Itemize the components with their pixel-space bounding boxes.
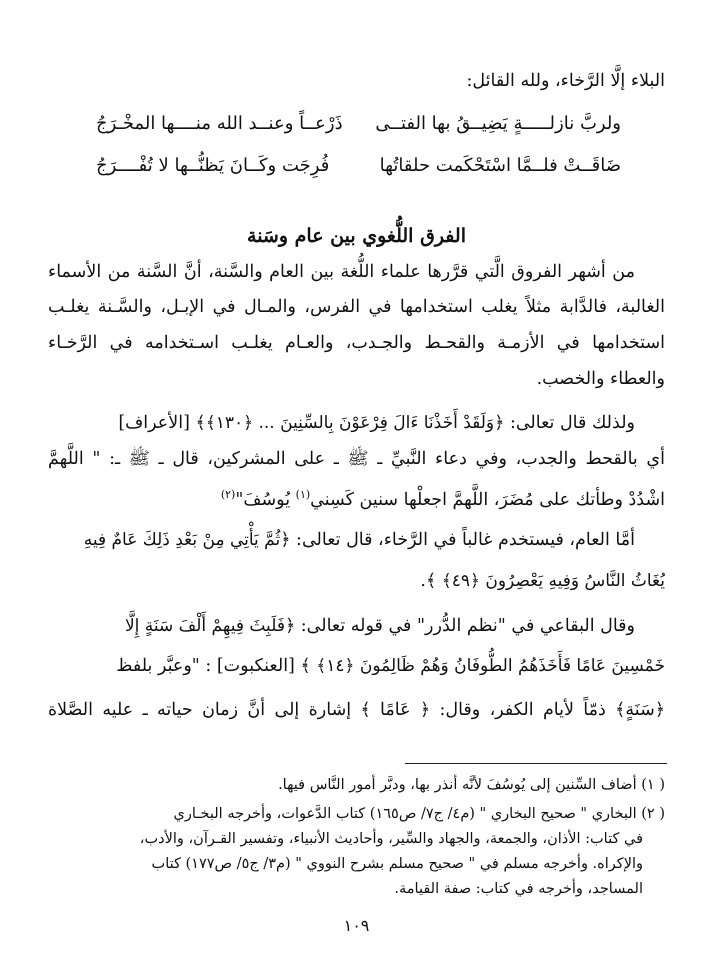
quran-verse: يُغَاثُ النَّاسُ وَفِيهِ يَعْصِرُونَ ﴿٤٩﴾ <box>441 571 665 591</box>
paragraph-line <box>48 568 665 594</box>
footnote: والإكراه. وأخرجه مسلم في " صحيح مسلم بشرح النووي " (م٣/ ج٥/ ص١٧٧) كتاب <box>151 856 643 872</box>
paragraph-line: أي بالقحط والجدب، وفي دعاء النَّبيِّ ـ ﷺ ـ على المشركين، قال ـ ﷺ ـ: " اللَّهمَّ <box>48 449 665 469</box>
section-heading: الفرق اللُّغوي بين عام وسَنة <box>247 225 466 247</box>
poem-hemistich-second: ذَرْعــاً وعنــد الله منــــها المخْـرَجُ <box>96 113 343 134</box>
text-segment: ولذلك قال تعالى: ﴿ <box>494 413 635 433</box>
quran-verse: فَلَبِثَ فِيهِمْ أَلْفَ سَنَةٍ إِلَّا <box>124 616 285 636</box>
page-number: ١٠٩ <box>343 916 370 935</box>
paragraph-line <box>48 410 635 436</box>
paragraph-line <box>48 653 665 679</box>
paragraph-line: استخدامها في الأزمـة والقحـط والجـدب، والعـام يغلـب اسـتخدامه في الرَّخـاء <box>48 333 665 353</box>
footnote: ( ١) أضاف السِّنين إلى يُوسُفَ لأنَّه أنذر بها، ودبَّر أمور النَّاس فيها. <box>278 777 665 793</box>
paragraph-line: من أشهر الفروق الَّتي قرَّرها علماء اللُّغة بين العام والسَّنة، أنَّ السَّنة من الأسماء <box>48 262 635 282</box>
paragraph-line: والعطاء والخصب. <box>536 369 665 389</box>
poem-hemistich-second: فُرِجَت وكَــانَ يَظنُّــها لا تُفْــــرَجُ <box>96 155 330 176</box>
footnote-divider <box>405 763 667 764</box>
paragraph-line <box>48 527 635 553</box>
poem-verse-2 <box>96 155 621 185</box>
text-segment: وقال البقاعي في "نظم الدُّرر" في قوله تعالى: ﴿ <box>284 616 635 636</box>
text-segment: ﴾ [الأعراف] <box>118 413 206 433</box>
quran-verse: وَلَقَدْ أَخَذْنَا ءَالَ فِرْعَوْنَ بِالسِّنِينَ ... ﴿١٣٠﴾ <box>205 413 495 433</box>
footnote-ref: (٢) <box>220 488 236 501</box>
poem-hemistich-first: ولربَّ نازلـــــةٍ يَضِيــقُ بها الفتــى <box>375 113 621 134</box>
footnote: ( ٢) البخاري " صحيح البخاري " (م٤/ ج٧/ ص١٦٥) كتاب الدَّعوات، وأخرجه البخـاري <box>173 806 665 822</box>
footnote: في كتاب: الأذان، والجمعة، والجهاد والسِّير، وأحاديث الأنبياء، وتفسير القـرآن، والأدب، <box>139 831 643 847</box>
quran-verse: خَمْسِينَ عَامًا فَأَخَذَهُمُ الطُّوفَانُ وَهُمْ ظَالِمُونَ ﴿١٤﴾ <box>316 656 665 676</box>
text-segment: يُوسُفَ" <box>235 489 296 510</box>
paragraph-line: ﴿سَنَةٍ﴾ ذمّاً لأيام الكفر، وقال: ﴿ عَامًا ﴾ إشارة إلى أنَّ زمان حياته ـ عليه الصَّلاة <box>48 700 665 720</box>
paragraph-line: الغالبة، فالدَّابة مثلاً يغلب استخدامها في الفرس، والمـال في الإبـل، والسَّـنة يغلـب <box>48 297 665 317</box>
paragraph-line <box>48 482 665 513</box>
footnote: المساجد، وأخرجه في كتاب: صفة القيامة. <box>394 881 643 897</box>
paragraph-line <box>48 613 635 639</box>
text-segment: ﴾. <box>420 571 442 591</box>
poem-verse-1 <box>96 113 621 143</box>
poem-hemistich-first: ضَاقَــتْ فلــمَّا اسْتَحْكَمت حلقاتُها <box>379 155 621 176</box>
intro-line: البلاء إلَّا الرَّخاء، ولله القائل: <box>466 71 665 91</box>
text-segment: ﴾ [العنكبوت] : "وعبَّر بلفظ <box>116 656 317 676</box>
footnote-ref: (١) <box>295 488 311 501</box>
quran-verse: ثُمَّ يَأْتِي مِنْ بَعْدِ ذَلِكَ عَامٌ فِيهِ <box>83 530 281 550</box>
text-segment: اشْدُدْ وطأتك على مُضَرَ، اللَّهمَّ اجعلْها سنين كَسِني <box>310 489 665 510</box>
text-segment: أمَّا العام، فيستخدم غالباً في الرَّخاء، قال تعالى: ﴿ <box>280 530 635 550</box>
